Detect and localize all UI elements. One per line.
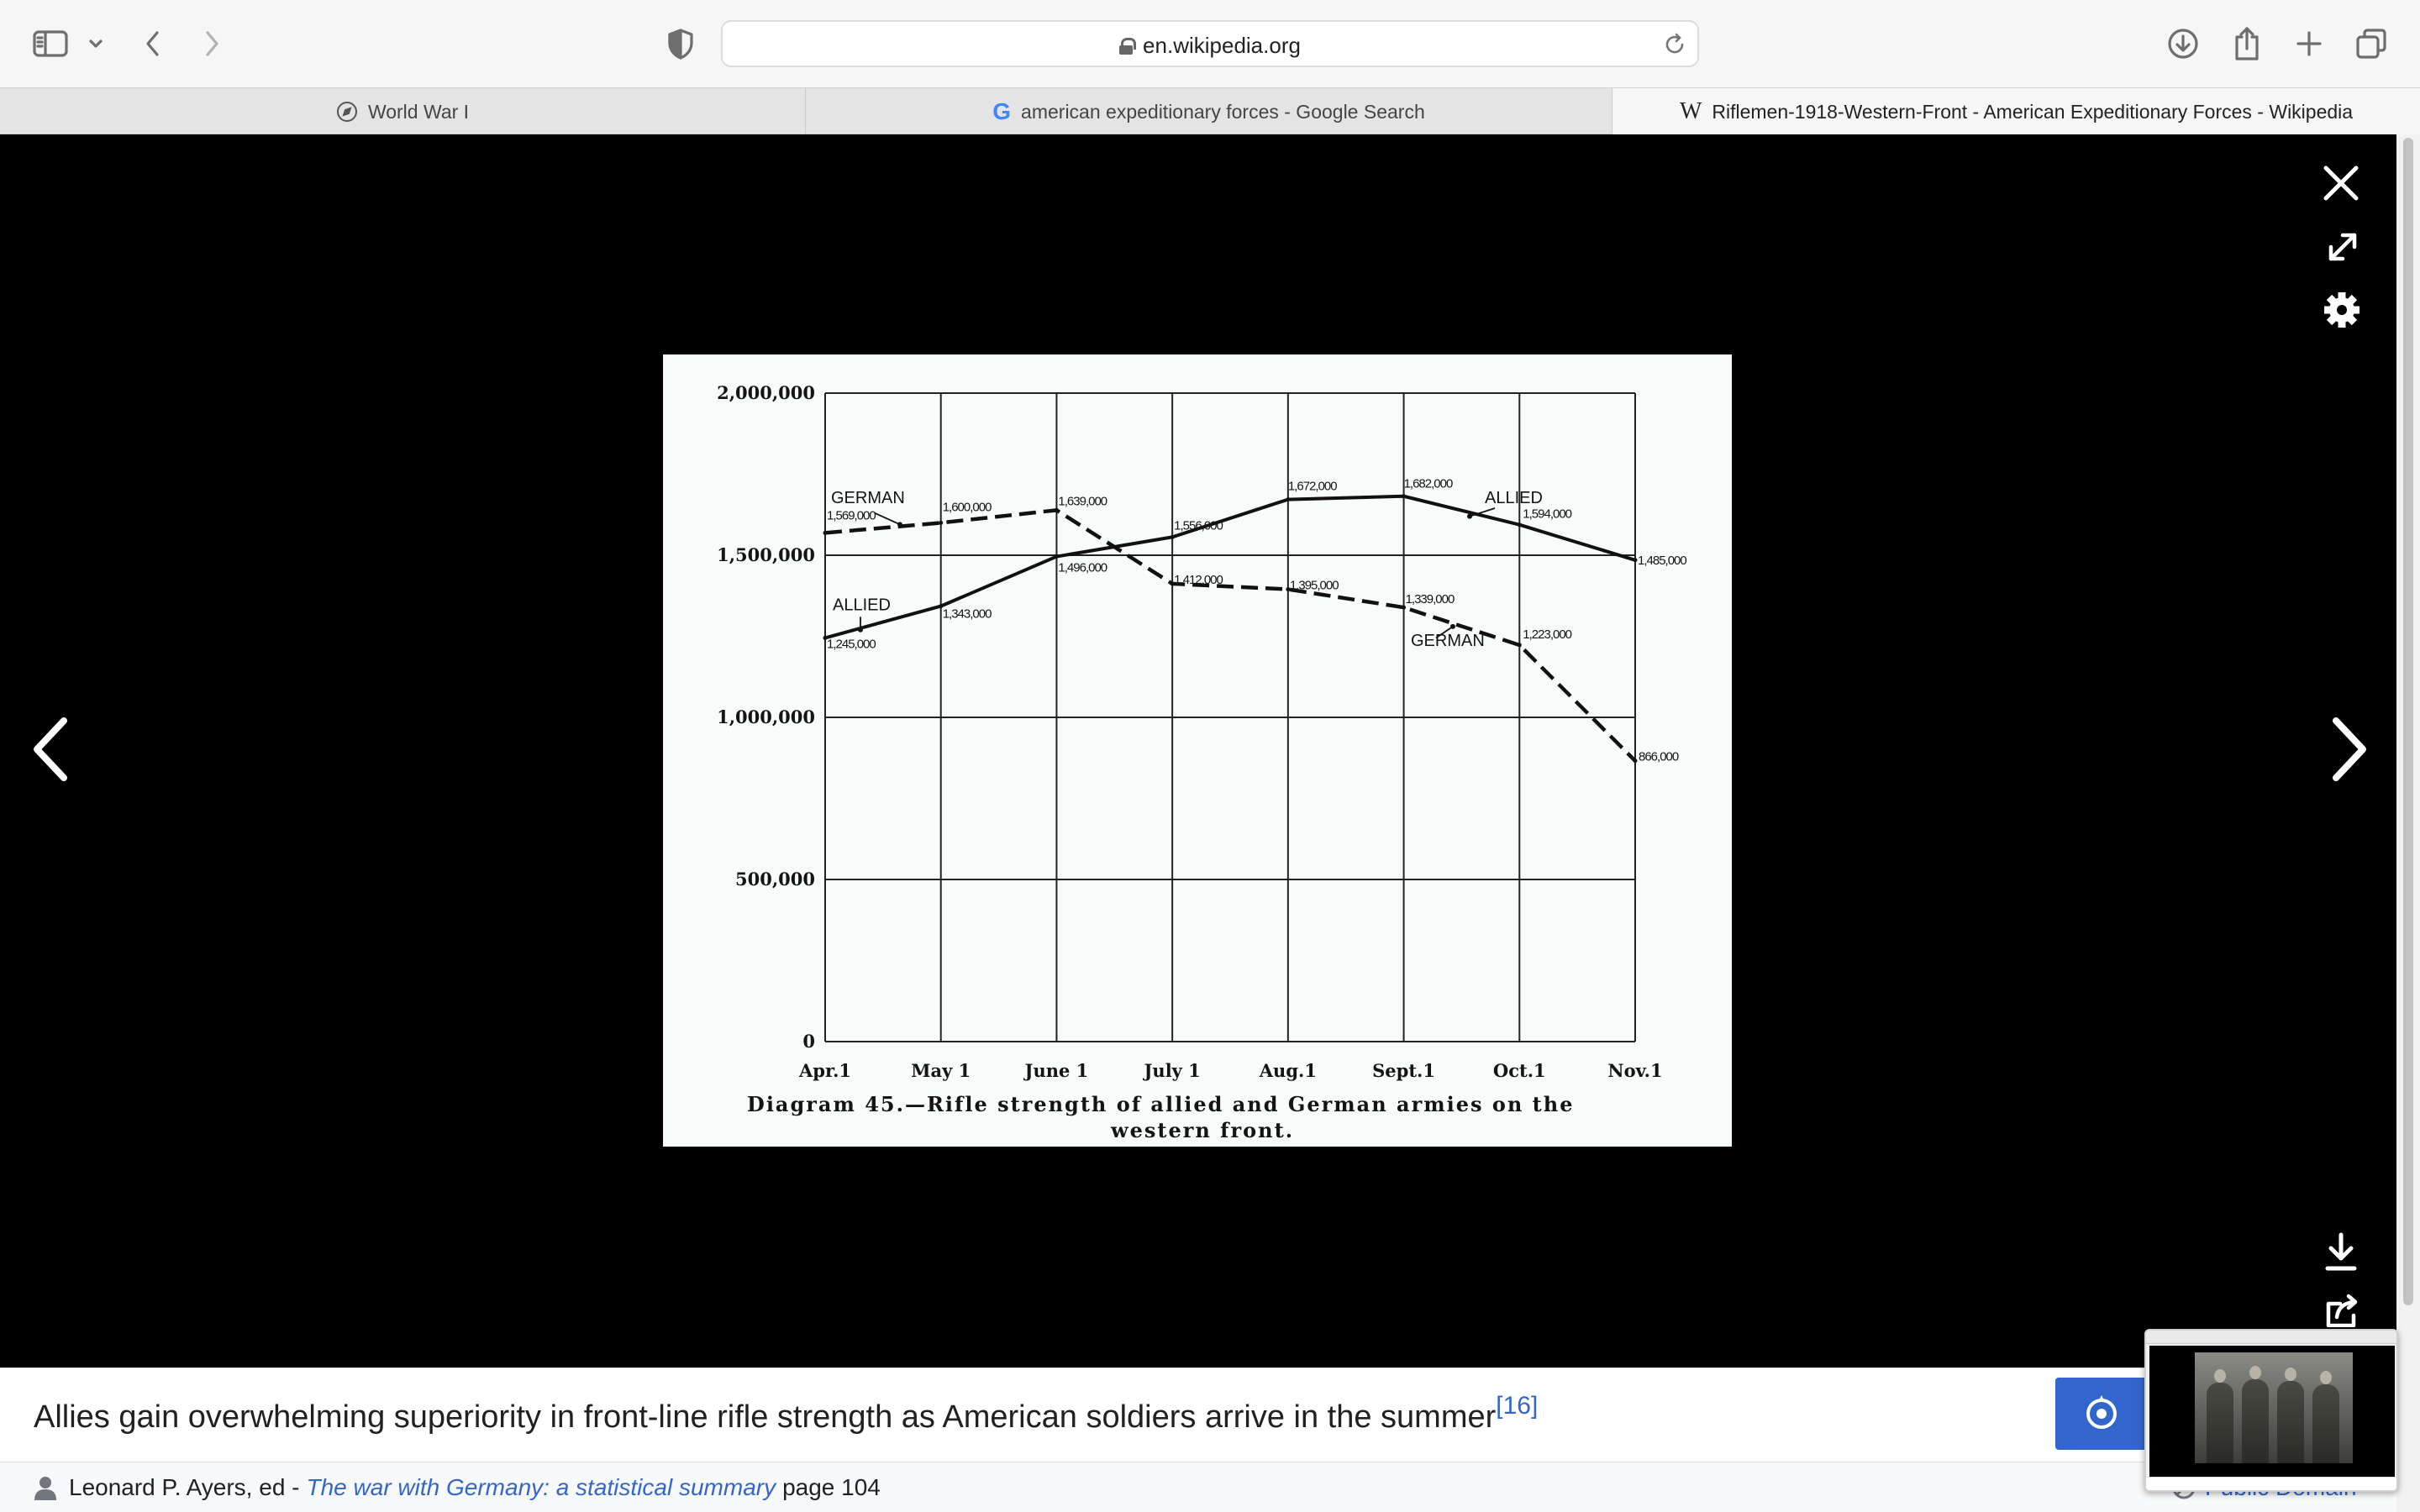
x-tick-label: Nov.1 [1607, 1060, 1663, 1081]
x-tick-label: Aug.1 [1259, 1060, 1317, 1081]
sidebar-icon[interactable] [25, 18, 76, 69]
browser-toolbar [0, 0, 2420, 87]
address-bar[interactable] [721, 20, 1699, 67]
series-annotation: GERMAN [831, 489, 905, 508]
data-point-german [1518, 643, 1522, 647]
wikipedia-icon: W [1679, 98, 1702, 124]
x-tick-label: Oct.1 [1492, 1060, 1546, 1081]
footnote-link[interactable]: [16] [1496, 1392, 1539, 1420]
data-label-allied: 1,245,000 [827, 637, 876, 652]
source-work-link[interactable]: The war with Germany: a statistical summary [306, 1474, 776, 1500]
data-point-allied [1171, 535, 1175, 539]
author-name: Leonard P. Ayers, ed - [69, 1474, 300, 1500]
back-icon[interactable] [128, 18, 178, 69]
data-point-allied [1055, 554, 1059, 559]
data-label-german: 1,569,000 [827, 508, 876, 523]
data-label-allied: 1,556,000 [1174, 518, 1223, 533]
y-tick-label: 1,500,000 [717, 544, 815, 565]
tab-wikipedia-active[interactable] [1612, 88, 2420, 135]
details-icon [2081, 1392, 2122, 1436]
annotation-arrowhead [1450, 624, 1455, 629]
series-annotation: GERMAN [1411, 632, 1485, 651]
x-tick-label: May 1 [911, 1060, 971, 1081]
data-label-allied: 1,672,000 [1287, 479, 1337, 494]
fullscreen-icon[interactable] [2323, 227, 2363, 267]
x-tick-label: Sept.1 [1372, 1060, 1435, 1081]
tab-label: american expeditionary forces - Google Search [1021, 100, 1425, 123]
tab-label: World War I [367, 100, 470, 123]
pip-titlebar [2146, 1331, 2396, 1344]
soldiers-photo-thumbnail [2195, 1352, 2353, 1463]
rifle-strength-chart [663, 354, 1732, 1147]
y-tick-label: 1,000,000 [717, 706, 815, 727]
annotation-arrowhead [897, 522, 902, 527]
new-tab-icon[interactable] [2284, 18, 2334, 69]
y-tick-label: 0 [802, 1031, 815, 1052]
previous-icon[interactable] [25, 714, 76, 785]
pip-footer [2146, 1477, 2396, 1490]
address-text: en.wikipedia.org [1143, 33, 1301, 58]
data-label-allied: 1,343,000 [942, 606, 992, 622]
user-icon [34, 1475, 57, 1500]
tab-world-war-i[interactable] [0, 88, 806, 135]
data-label-german: 1,223,000 [1523, 627, 1572, 642]
annotation-arrow [875, 513, 900, 525]
settings-icon[interactable] [2321, 289, 2363, 331]
series-annotation: ALLIED [833, 596, 891, 615]
share-icon[interactable] [2222, 18, 2272, 69]
reload-icon[interactable] [1662, 32, 1687, 61]
chart-caption-line2: western front. [1110, 1118, 1295, 1142]
data-label-allied: 1,485,000 [1638, 553, 1686, 568]
lock-icon [1119, 38, 1133, 55]
data-label-german: 1,639,000 [1058, 494, 1107, 509]
google-icon: G [992, 98, 1012, 124]
source-page: page 104 [782, 1474, 881, 1500]
chart-caption-line1: Diagram 45.—Rifle strength of allied and German armies on the [747, 1092, 1575, 1116]
compass-icon [336, 101, 358, 123]
data-label-german: 1,339,000 [1405, 592, 1455, 607]
next-icon[interactable] [2324, 714, 2375, 785]
tab-label: Riflemen-1918-Western-Front - American Expeditionary Forces - Wikipedia [1712, 100, 2354, 123]
data-point-allied [1518, 522, 1522, 527]
data-point-allied [1286, 497, 1290, 501]
tab-overview-icon[interactable] [2346, 18, 2396, 69]
caption-panel [0, 1368, 2396, 1462]
data-label-allied: 1,496,000 [1058, 560, 1107, 575]
series-line-german [825, 510, 1635, 760]
details-button[interactable] [2055, 1378, 2148, 1450]
attribution-bar [0, 1462, 2396, 1512]
data-label-allied: 1,682,000 [1403, 476, 1453, 491]
data-label-allied: 1,594,000 [1523, 507, 1572, 522]
download-icon[interactable] [2323, 1230, 2360, 1273]
data-point-german [1634, 759, 1638, 763]
privacy-shield-icon[interactable] [655, 18, 706, 69]
download-icon[interactable] [2158, 18, 2208, 69]
caption-text: Allies gain overwhelming superiority in front-line rifle strength as American soldiers arrive in the summer [34, 1399, 1497, 1435]
image-caption [34, 1392, 1538, 1436]
scrollbar-thumb[interactable] [2403, 138, 2413, 1305]
data-point-allied [1634, 558, 1638, 562]
data-point-allied [1402, 494, 1406, 498]
close-icon[interactable] [2321, 163, 2361, 203]
data-label-german: 866,000 [1639, 749, 1679, 764]
picture-in-picture-window[interactable] [2144, 1329, 2398, 1492]
x-tick-label: June 1 [1024, 1060, 1089, 1081]
chevron-down-icon[interactable] [71, 18, 121, 69]
x-tick-label: July 1 [1144, 1060, 1201, 1081]
data-point-german [939, 521, 943, 525]
data-label-german: 1,412,000 [1174, 572, 1223, 587]
tab-bar [0, 87, 2420, 134]
y-tick-label: 2,000,000 [717, 382, 815, 403]
chart-image [663, 354, 1732, 1147]
forward-icon[interactable] [187, 18, 237, 69]
x-tick-label: Apr.1 [798, 1060, 852, 1081]
pip-viewer [2149, 1346, 2395, 1478]
y-tick-label: 500,000 [735, 869, 815, 890]
tab-google-search[interactable] [806, 88, 1612, 135]
share-icon[interactable] [2323, 1294, 2363, 1327]
data-label-german: 1,600,000 [942, 500, 992, 515]
data-point-german [823, 531, 828, 535]
data-point-german [1055, 508, 1059, 512]
series-annotation: ALLIED [1485, 489, 1543, 508]
annotation-arrowhead [858, 627, 863, 633]
page-scrollbar[interactable] [2396, 134, 2420, 1512]
data-label-german: 1,395,000 [1289, 578, 1339, 593]
annotation-arrowhead [1467, 514, 1472, 519]
